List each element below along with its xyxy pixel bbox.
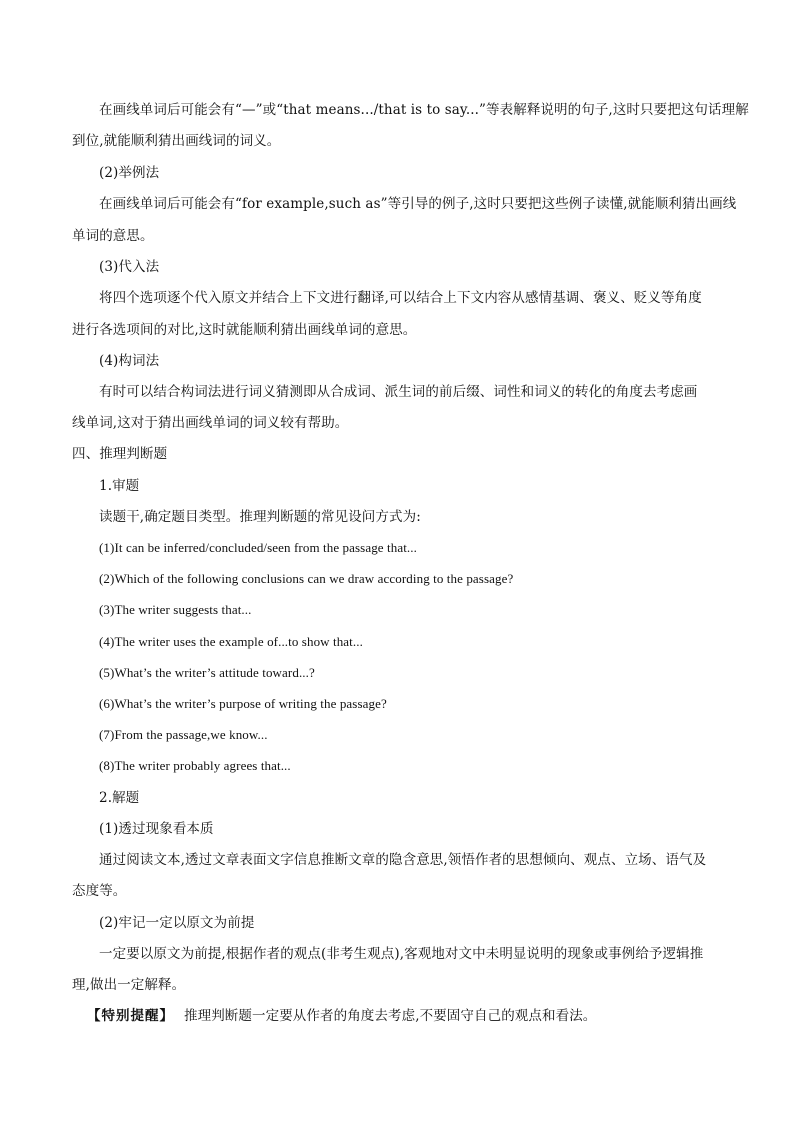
subheading: 2.解题 [99, 790, 140, 806]
subheading: 1.审题 [99, 478, 140, 494]
subheading: (2)牢记一定以原文为前提 [99, 915, 255, 931]
paragraph-line: 一定要以原文为前提,根据作者的观点(非考生观点),客观地对文中未明显说明的现象或事例给予逻辑推 [99, 946, 704, 962]
special-tip-text: 推理判断题一定要从作者的角度去考虑,不要固守自己的观点和看法。 [184, 1008, 597, 1024]
paragraph-line: 进行各选项间的对比,这时就能顺利猜出画线单词的意思。 [72, 322, 417, 338]
paragraph-line: 在画线单词后可能会有“for example,such as”等引导的例子,这时只要把这些例子读懂,就能顺利猜出画线 [99, 196, 737, 212]
question-pattern: (5)What’s the writer’s attitude toward...? [99, 665, 315, 680]
question-pattern: (3)The writer suggests that... [99, 602, 252, 617]
paragraph-line: 线单词,这对于猜出画线单词的词义较有帮助。 [72, 415, 349, 431]
paragraph-line: 通过阅读文本,透过文章表面文字信息推断文章的隐含意思,领悟作者的思想倾向、观点、立场、语气及 [99, 852, 707, 868]
special-tip-label: 【特别提醒】 [87, 1008, 174, 1024]
subheading: (4)构词法 [99, 353, 160, 369]
question-pattern: (7)From the passage,we know... [99, 727, 268, 742]
paragraph-line: 态度等。 [72, 883, 127, 899]
special-tip [87, 1006, 742, 1026]
section-heading: 四、推理判断题 [72, 446, 168, 462]
question-pattern: (6)What’s the writer’s purpose of writing the passage? [99, 696, 387, 711]
subheading: (2)举例法 [99, 165, 160, 181]
question-pattern: (1)It can be inferred/concluded/seen from the passage that... [99, 540, 417, 555]
question-pattern: (2)Which of the following conclusions can we draw according to the passage? [99, 571, 514, 586]
paragraph-line: 读题干,确定题目类型。推理判断题的常见设问方式为: [99, 509, 421, 525]
paragraph-line: 到位,就能顺利猜出画线词的词义。 [72, 133, 281, 149]
question-pattern: (4)The writer uses the example of...to show that... [99, 634, 363, 649]
paragraph-line: 将四个选项逐个代入原文并结合上下文进行翻译,可以结合上下文内容从感情基调、褒义、贬义等角度 [99, 290, 702, 306]
subheading: (3)代入法 [99, 259, 160, 275]
paragraph-line: 理,做出一定解释。 [72, 977, 186, 993]
question-pattern: (8)The writer probably agrees that... [99, 758, 291, 773]
paragraph-line: 单词的意思。 [72, 228, 154, 244]
paragraph-line: 有时可以结合构词法进行词义猜测即从合成词、派生词的前后缀、词性和词义的转化的角度去考虑画 [99, 384, 698, 400]
paragraph-line: 在画线单词后可能会有“—”或“that means.../that is to say...”等表解释说明的句子,这时只要把这句话理解 [99, 102, 749, 118]
subheading: (1)透过现象看本质 [99, 821, 214, 837]
